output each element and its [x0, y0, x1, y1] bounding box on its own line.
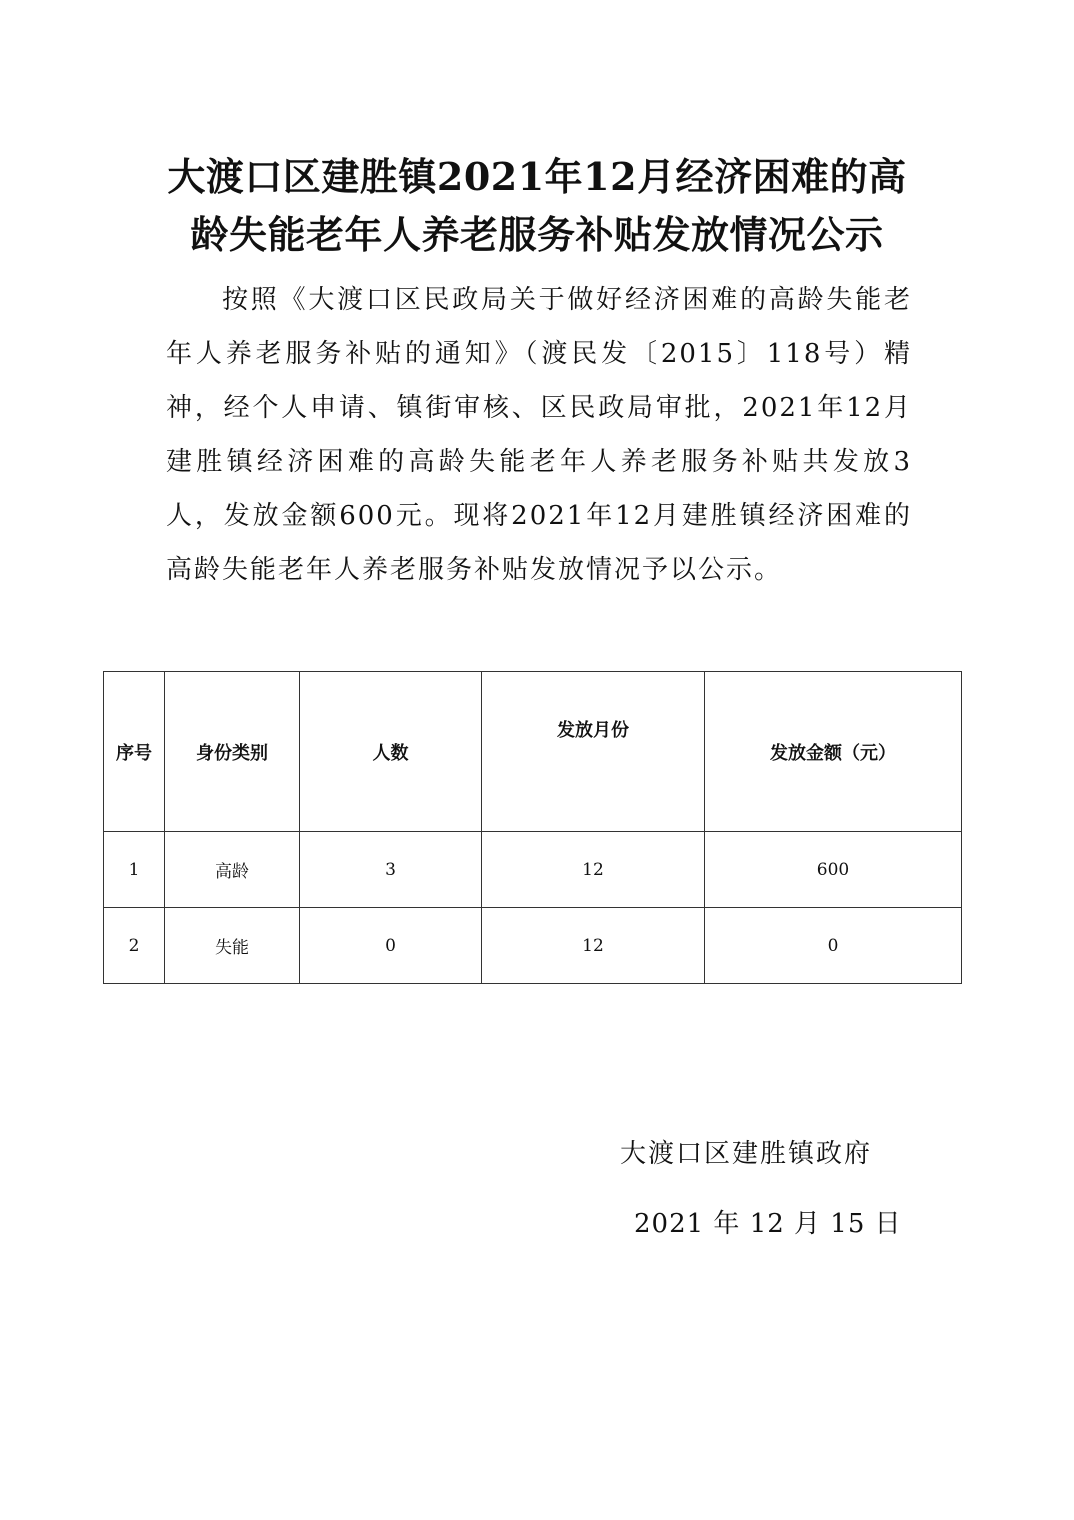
table-row — [104, 908, 962, 984]
signature-date: 2021 年 12 月 15 日 — [634, 1209, 902, 1239]
header-serial: 序号 — [104, 672, 165, 832]
cell-amount: 0 — [705, 908, 962, 984]
header-month-label: 发放月份 — [557, 720, 629, 741]
cell-count: 0 — [300, 908, 482, 984]
cell-serial: 2 — [104, 908, 165, 984]
header-month — [482, 672, 705, 832]
cell-category: 高龄 — [165, 832, 300, 908]
body-paragraph: 按照《大渡口区民政局关于做好经济困难的高龄失能老年人养老服务补贴的通知》（渡民发〔2015〕118号）精神，经个人申请、镇街审核、区民政局审批，2021年12月建胜镇经济困难的高龄失能老年人养老服务补贴共发放3人，发放金额600元。现将2021年12月建胜镇经济困难的高龄失能老年人养老服务补贴发放情况予以公示。 — [166, 285, 912, 585]
subsidy-table — [103, 671, 962, 984]
header-count: 人数 — [300, 672, 482, 832]
cell-serial: 1 — [104, 832, 165, 908]
header-amount: 发放金额（元） — [705, 672, 962, 832]
document-title — [120, 148, 954, 264]
cell-amount: 600 — [705, 832, 962, 908]
title-line-2: 龄失能老年人养老服务补贴发放情况公示 — [190, 212, 884, 257]
header-category: 身份类别 — [165, 672, 300, 832]
table-header-row — [104, 672, 962, 832]
cell-count: 3 — [300, 832, 482, 908]
cell-month: 12 — [482, 908, 705, 984]
signature-organization: 大渡口区建胜镇政府 — [620, 1139, 873, 1169]
cell-category: 失能 — [165, 908, 300, 984]
title-line-1: 大渡口区建胜镇2021年12月经济困难的高 — [167, 154, 907, 199]
cell-month: 12 — [482, 832, 705, 908]
table-row — [104, 832, 962, 908]
